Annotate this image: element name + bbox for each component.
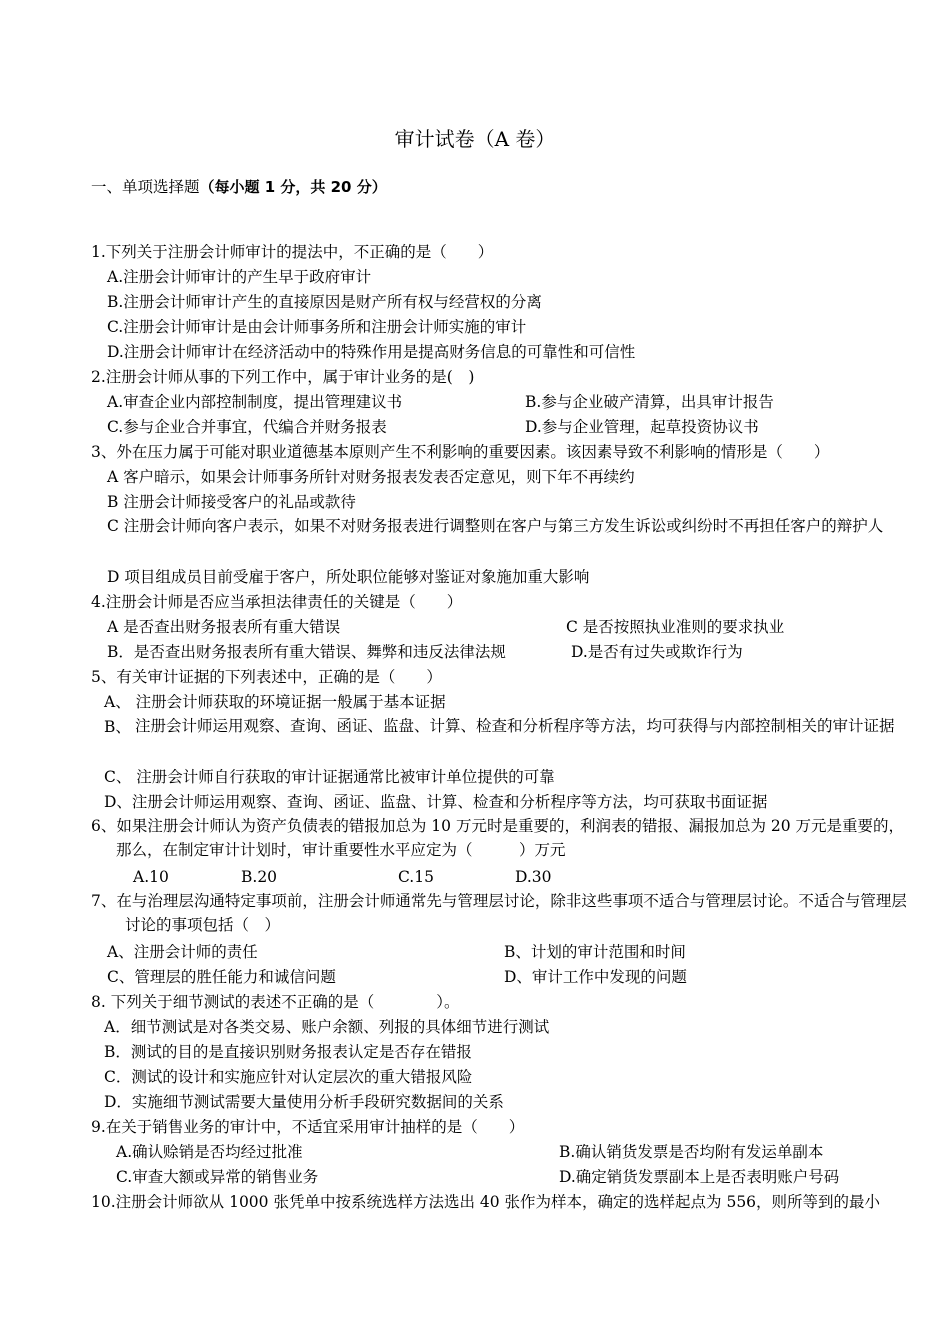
question-5-option-a: A、 注册会计师获取的环境证据一般属于基本证据 xyxy=(104,693,446,711)
question-5-option-d: D、注册会计师运用观察、查询、函证、监盘、计算、检查和分析程序等方法，均可获取书面证据 xyxy=(104,793,768,811)
question-7-option-b: B、计划的审计范围和时间 xyxy=(504,943,686,961)
question-6-option-c: C.15 xyxy=(398,868,434,886)
question-1-option-d: D.注册会计师审计在经济活动中的特殊作用是提高财务信息的可靠性和可信性 xyxy=(107,343,636,361)
question-7-option-a: A、注册会计师的责任 xyxy=(107,943,258,961)
page-title: 审计试卷（A 卷） xyxy=(394,127,556,151)
question-9-option-b: B.确认销货发票是否均附有发运单副本 xyxy=(559,1143,824,1161)
question-3-option-c: C 注册会计师向客户表示，如果不对财务报表进行调整则在客户与第三方发生诉讼或纠纷时不再担任客户的辩护人 xyxy=(107,517,884,535)
question-8-option-a: A．细节测试是对各类交易、账户余额、列报的具体细节进行测试 xyxy=(104,1018,550,1036)
question-4-option-b: B．是否查出财务报表所有重大错误、舞弊和违反法律法规 xyxy=(107,643,506,661)
question-1-option-c: C.注册会计师审计是由会计师事务所和注册会计师实施的审计 xyxy=(107,318,527,336)
question-4-option-c: C 是否按照执业准则的要求执业 xyxy=(566,618,785,636)
question-2-option-c: C.参与企业合并事宜，代编合并财务报表 xyxy=(107,418,387,436)
question-7-stem: 7、在与治理层沟通特定事项前，注册会计师通常先与管理层讨论，除非这些事项不适合与管理层讨论。不适合与管理层讨论的事项包括（ ） xyxy=(91,892,907,934)
question-9-stem: 9.在关于销售业务的审计中，不适宜采用审计抽样的是（ ） xyxy=(91,1118,525,1136)
question-3-option-b: B 注册会计师接受客户的礼品或款待 xyxy=(107,493,356,511)
question-4-stem: 4.注册会计师是否应当承担法律责任的关键是（ ） xyxy=(91,593,463,611)
question-9-option-d: D.确定销货发票副本上是否表明账户号码 xyxy=(559,1168,840,1186)
question-8-option-d: D．实施细节测试需要大量使用分析手段研究数据间的关系 xyxy=(104,1093,504,1111)
question-6-option-a: A.10 xyxy=(133,868,169,886)
section-label: 一、单项选择题 xyxy=(91,178,200,196)
question-6-option-b: B.20 xyxy=(241,868,278,886)
question-5-option-c: C、 注册会计师自行获取的审计证据通常比被审计单位提供的可靠 xyxy=(104,768,555,786)
question-10-stem: 10.注册会计师欲从 1000 张凭单中按系统选样方法选出 40 张作为样本，确定的选样起点为 556，则所等到的最小 xyxy=(91,1193,881,1211)
question-9-option-c: C.审查大额或异常的销售业务 xyxy=(116,1168,319,1186)
question-7-option-d: D、审计工作中发现的问题 xyxy=(504,968,687,986)
question-1-option-a: A.注册会计师审计的产生早于政府审计 xyxy=(107,268,372,286)
question-7-option-c: C、管理层的胜任能力和诚信问题 xyxy=(107,968,336,986)
section-note: （每小题 1 分，共 20 分） xyxy=(199,178,387,196)
section-heading xyxy=(91,176,387,198)
question-9-option-a: A.确认赊销是否均经过批准 xyxy=(116,1143,303,1161)
question-3-option-d: D 项目组成员目前受雇于客户，所处职位能够对鉴证对象施加重大影响 xyxy=(107,568,590,586)
question-8-option-c: C．测试的设计和实施应针对认定层次的重大错报风险 xyxy=(104,1068,473,1086)
question-2-option-d: D.参与企业管理，起草投资协议书 xyxy=(525,418,759,436)
question-5-stem: 5、有关审计证据的下列表述中，正确的是（ ） xyxy=(91,668,442,686)
question-2-option-a: A.审查企业内部控制制度，提出管理建议书 xyxy=(107,393,403,411)
question-8-option-b: B．测试的目的是直接识别财务报表认定是否存在错报 xyxy=(104,1043,472,1061)
question-5-option-b: 注册会计师运用观察、查询、函证、监盘、计算、检查和分析程序等方法，均可获得与内部控制相关的审计证据 xyxy=(135,717,895,735)
question-2-stem: 2.注册会计师从事的下列工作中，属于审计业务的是( ) xyxy=(91,368,475,386)
question-1-stem: 1.下列关于注册会计师审计的提法中，不正确的是（ ） xyxy=(91,243,494,261)
question-8-stem: 8. 下列关于细节测试的表述不正确的是（ ）。 xyxy=(91,993,460,1011)
question-6-stem: 6、如果注册会计师认为资产负债表的错报加总为 10 万元时是重要的，利润表的错报、漏报加总为 20 万元是重要的，那么，在制定审计计划时，审计重要性水平应定为（ ）万元 xyxy=(91,817,905,859)
question-3-option-a: A 客户暗示，如果会计师事务所针对财务报表发表否定意见，则下年不再续约 xyxy=(107,468,635,486)
question-3-stem: 3、外在压力属于可能对职业道德基本原则产生不利影响的重要因素。该因素导致不利影响的情形是（ ） xyxy=(91,443,830,461)
question-4-option-d: D.是否有过失或欺诈行为 xyxy=(571,643,743,661)
question-2-option-b: B.参与企业破产清算，出具审计报告 xyxy=(525,393,774,411)
question-4-option-a: A 是否查出财务报表所有重大错误 xyxy=(107,618,341,636)
question-6-option-d: D.30 xyxy=(515,868,552,886)
question-1-option-b: B.注册会计师审计产生的直接原因是财产所有权与经营权的分离 xyxy=(107,293,542,311)
question-5-option-b-label: B、 xyxy=(104,718,131,736)
